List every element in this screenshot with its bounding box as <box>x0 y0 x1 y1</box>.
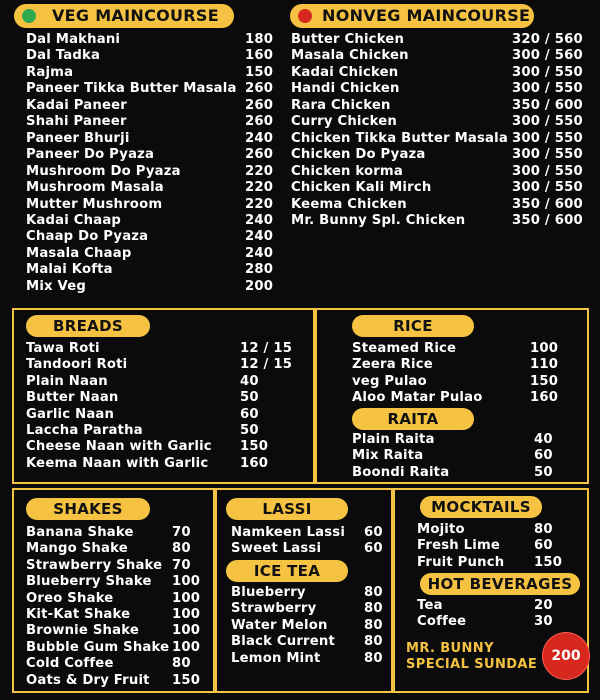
special-sundae-line2: SPECIAL SUNDAE <box>406 657 538 672</box>
item-price: 300 / 550 <box>512 64 583 80</box>
item-name: Curry Chicken <box>291 114 398 130</box>
item-price: 160 <box>245 48 274 64</box>
item-name: Oreo Shake <box>26 590 114 606</box>
item-name: Handi Chicken <box>291 81 400 97</box>
item-name: Mix Raita <box>352 448 424 464</box>
item-price: 350 / 600 <box>512 196 583 212</box>
item-name: Masala Chaap <box>26 245 132 261</box>
item-price: 40 <box>240 373 259 389</box>
item-price: 20 <box>534 598 553 613</box>
item-name: Mushroom Do Pyaza <box>26 163 181 179</box>
item-name: Coffee <box>417 614 467 630</box>
nonveg-maincourse-header <box>290 4 534 28</box>
item-price: 220 <box>245 163 274 179</box>
item-price: 70 <box>172 525 191 540</box>
veg-indicator-icon <box>22 9 36 23</box>
item-name: Mojito <box>417 522 465 537</box>
item-price: 100 <box>172 574 201 590</box>
item-price: 30 <box>534 614 553 630</box>
item-price: 240 <box>245 245 274 261</box>
item-price: 40 <box>534 432 553 447</box>
item-name: Chicken Kali Mirch <box>291 180 432 196</box>
item-price: 60 <box>534 448 553 464</box>
item-price: 80 <box>364 585 383 600</box>
mocktails-header: MOCKTAILS <box>420 496 542 518</box>
item-price: 350 / 600 <box>512 97 583 113</box>
item-price: 12 / 15 <box>240 357 293 373</box>
item-name: Cheese Naan with Garlic <box>26 439 212 455</box>
item-price: 300 / 550 <box>512 130 583 146</box>
item-name: Garlic Naan <box>26 406 115 422</box>
item-name: Strawberry <box>231 601 317 617</box>
item-price: 200 <box>245 278 274 294</box>
item-price: 60 <box>240 406 259 422</box>
item-price: 12 / 15 <box>240 341 293 356</box>
item-name: Shahi Paneer <box>26 114 127 130</box>
nonveg-indicator-icon <box>298 9 312 23</box>
item-price: 260 <box>245 114 274 130</box>
item-price: 100 <box>530 341 559 356</box>
sundae-price-badge: 200 <box>546 636 586 676</box>
item-price: 260 <box>245 147 274 163</box>
nonveg-maincourse-title: NONVEG MAINCOURSE <box>322 6 531 25</box>
item-name: Butter Naan <box>26 390 119 406</box>
item-price: 80 <box>364 634 383 650</box>
item-name: Blueberry <box>231 585 306 600</box>
item-name: Chicken korma <box>291 163 403 179</box>
item-name: Mr. Bunny Spl. Chicken <box>291 212 466 228</box>
item-name: Masala Chicken <box>291 48 409 64</box>
item-price: 180 <box>245 32 274 47</box>
item-price: 300 / 560 <box>512 48 583 64</box>
item-name: Lemon Mint <box>231 650 321 666</box>
item-name: Boondi Raita <box>352 464 450 480</box>
item-price: 100 <box>172 639 201 655</box>
item-name: Plain Naan <box>26 373 108 389</box>
shakes-header: SHAKES <box>26 498 150 520</box>
item-name: Rara Chicken <box>291 97 391 113</box>
item-name: Kit-Kat Shake <box>26 607 131 622</box>
item-name: Chaap Do Pyaza <box>26 229 149 245</box>
item-price: 160 <box>240 455 269 471</box>
item-price: 50 <box>534 464 553 480</box>
item-price: 300 / 550 <box>512 163 583 179</box>
special-sundae-line1: MR. BUNNY <box>406 641 494 656</box>
item-price: 240 <box>245 130 274 146</box>
item-name: veg Pulao <box>352 373 427 389</box>
item-name: Mushroom Masala <box>26 180 164 196</box>
veg-maincourse-header <box>14 4 234 28</box>
item-price: 60 <box>534 538 553 554</box>
item-price: 60 <box>364 525 383 540</box>
breads-header: BREADS <box>26 315 150 337</box>
item-name: Blueberry Shake <box>26 574 152 590</box>
item-name: Keema Chicken <box>291 196 407 212</box>
item-name: Zeera Rice <box>352 357 433 373</box>
raita-header: RAITA <box>352 408 474 430</box>
item-price: 60 <box>364 541 383 557</box>
item-price: 80 <box>172 541 191 557</box>
item-name: Chicken Do Pyaza <box>291 147 426 163</box>
item-price: 350 / 600 <box>512 212 583 228</box>
item-name: Keema Naan with Garlic <box>26 455 209 471</box>
item-price: 50 <box>240 390 259 406</box>
item-price: 100 <box>172 623 201 639</box>
item-price: 240 <box>245 212 274 228</box>
item-name: Malai Kofta <box>26 262 113 278</box>
item-price: 80 <box>534 522 553 537</box>
item-name: Plain Raita <box>352 432 435 447</box>
item-name: Laccha Paratha <box>26 423 143 438</box>
item-price: 240 <box>245 229 274 245</box>
item-price: 220 <box>245 180 274 196</box>
item-price: 300 / 550 <box>512 180 583 196</box>
item-name: Bubble Gum Shake <box>26 639 170 655</box>
item-price: 260 <box>245 97 274 113</box>
item-price: 80 <box>172 656 191 672</box>
item-name: Kadai Chaap <box>26 212 122 228</box>
item-name: Paneer Tikka Butter Masala <box>26 81 237 97</box>
item-price: 50 <box>240 423 259 438</box>
item-name: Dal Tadka <box>26 48 101 64</box>
item-price: 150 <box>245 64 274 80</box>
item-name: Mango Shake <box>26 541 128 557</box>
item-price: 150 <box>240 439 269 455</box>
item-price: 80 <box>364 617 383 633</box>
item-name: Fresh Lime <box>417 538 501 554</box>
item-name: Mutter Mushroom <box>26 196 163 212</box>
item-name: Paneer Do Pyaza <box>26 147 155 163</box>
item-price: 300 / 550 <box>512 114 583 130</box>
item-price: 70 <box>172 557 191 573</box>
item-price: 300 / 550 <box>512 81 583 97</box>
item-price: 110 <box>530 357 559 373</box>
item-name: Tandoori Roti <box>26 357 128 373</box>
rice-header: RICE <box>352 315 474 337</box>
item-price: 100 <box>172 590 201 606</box>
item-name: Tawa Roti <box>26 341 100 356</box>
hot-beverages-header: HOT BEVERAGES <box>420 573 580 595</box>
item-name: Namkeen Lassi <box>231 525 346 540</box>
item-name: Banana Shake <box>26 525 134 540</box>
item-name: Kadai Paneer <box>26 97 127 113</box>
item-name: Sweet Lassi <box>231 541 322 557</box>
item-price: 80 <box>364 601 383 617</box>
item-name: Black Current <box>231 634 335 650</box>
item-price: 160 <box>530 390 559 406</box>
item-price: 320 / 560 <box>512 32 583 47</box>
item-price: 220 <box>245 196 274 212</box>
item-price: 150 <box>534 554 563 570</box>
item-name: Brownie Shake <box>26 623 139 639</box>
item-price: 80 <box>364 650 383 666</box>
item-name: Butter Chicken <box>291 32 405 47</box>
item-name: Tea <box>417 598 443 613</box>
item-name: Aloo Matar Pulao <box>352 390 483 406</box>
item-name: Oats & Dry Fruit <box>26 672 150 688</box>
item-price: 300 / 550 <box>512 147 583 163</box>
lassi-header: LASSI <box>226 498 348 520</box>
veg-maincourse-title: VEG MAINCOURSE <box>52 6 219 25</box>
item-price: 260 <box>245 81 274 97</box>
item-price: 280 <box>245 262 274 278</box>
item-name: Water Melon <box>231 617 328 633</box>
item-name: Kadai Chicken <box>291 64 399 80</box>
item-name: Fruit Punch <box>417 554 505 570</box>
icetea-header: ICE TEA <box>226 560 348 582</box>
item-name: Mix Veg <box>26 278 87 294</box>
item-name: Rajma <box>26 64 74 80</box>
item-price: 150 <box>530 373 559 389</box>
item-name: Steamed Rice <box>352 341 457 356</box>
item-price: 150 <box>172 672 201 688</box>
item-name: Strawberry Shake <box>26 557 163 573</box>
item-name: Cold Coffee <box>26 656 114 672</box>
item-name: Chicken Tikka Butter Masala <box>291 130 508 146</box>
item-price: 100 <box>172 607 201 622</box>
item-name: Dal Makhani <box>26 32 121 47</box>
item-name: Paneer Bhurji <box>26 130 130 146</box>
